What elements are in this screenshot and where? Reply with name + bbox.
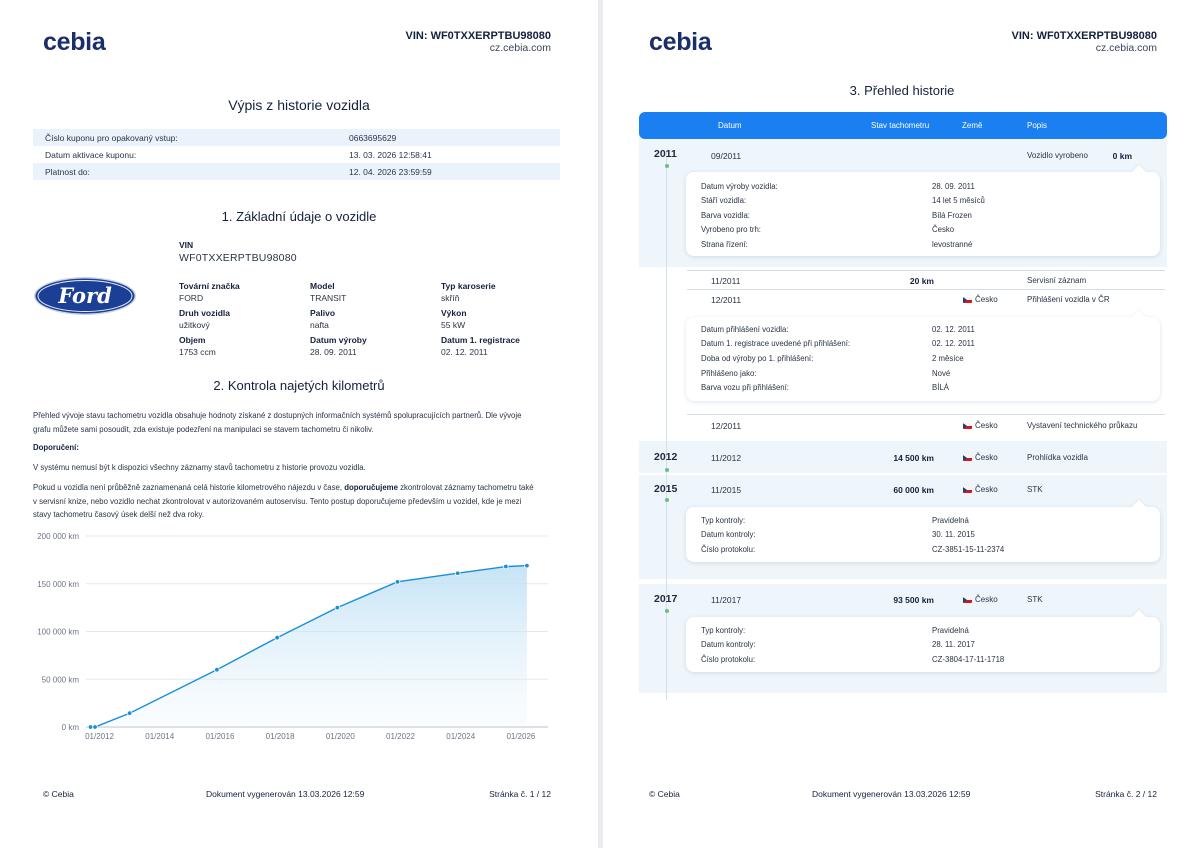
row-description: STK: [1027, 595, 1043, 604]
header-url[interactable]: cz.cebia.com: [1095, 42, 1157, 54]
x-tick-label: 01/2016: [205, 732, 235, 741]
chart-area: [91, 566, 527, 727]
row-date: 12/2011: [711, 421, 742, 431]
footer-page-number: Stránka č. 2 / 12: [1095, 789, 1157, 799]
year-label: 2011: [654, 148, 677, 160]
data-point: [525, 563, 530, 568]
row-country: Česko: [963, 295, 998, 304]
ford-logo-text: Ford: [58, 283, 112, 308]
row-country: Česko: [963, 485, 998, 494]
czech-flag-icon: [963, 597, 972, 603]
footer-page-number: Stránka č. 1 / 12: [489, 789, 551, 799]
row-separator: [687, 414, 1165, 415]
footer-generated: Dokument vygenerován 13.03.2026 12:59: [206, 789, 365, 799]
data-point: [335, 605, 340, 610]
field-fuel: Palivo nafta: [310, 308, 336, 330]
section-basic-title: 1. Základní údaje o vozidle: [221, 209, 377, 224]
coupon-row: [33, 129, 560, 146]
y-tick-label: 150 000 km: [37, 579, 79, 589]
timeline-dot: [665, 468, 669, 472]
data-point: [504, 564, 509, 569]
timeline-dot: [665, 498, 669, 502]
section-mileage-title: 2. Kontrola najetých kilometrů: [213, 378, 385, 393]
data-point: [455, 571, 460, 576]
data-point: [275, 635, 280, 640]
row-date: 11/2017: [711, 595, 742, 605]
row-country: Česko: [963, 421, 998, 430]
row-description: Servisní záznam: [1027, 276, 1087, 285]
coupon-value: 13. 03. 2026 12:58:41: [349, 149, 432, 160]
czech-flag-icon: [963, 297, 972, 303]
footer-copyright: © Cebia: [43, 789, 74, 799]
y-tick-label: 50 000 km: [41, 675, 79, 685]
field-volume: Objem 1753 ccm: [179, 335, 216, 357]
row-description: Vystavení technického průkazu: [1027, 421, 1138, 430]
col-date: Datum: [718, 121, 742, 130]
col-country: Země: [962, 121, 983, 130]
czech-flag-icon: [963, 487, 972, 493]
coupon-row: [33, 163, 560, 180]
report-page-2: [603, 0, 1200, 848]
year-label: 2017: [654, 593, 678, 605]
y-tick-label: 100 000 km: [37, 627, 79, 637]
row-odometer: 93 500 km: [893, 595, 934, 605]
footer-generated: Dokument vygenerován 13.03.2026 12:59: [812, 789, 971, 799]
row-date: 11/2015: [711, 485, 742, 495]
row-description: STK: [1027, 485, 1043, 494]
stk-2015-detail-card: Typ kontroly: Pravidelná Datum kontroly: 30. 11. 2015 Číslo protokolu: CZ-3851-15-11-2374: [686, 507, 1160, 562]
field-body-type: Typ karoserie skříň: [441, 281, 496, 303]
row-description: Prohlídka vozidla: [1027, 453, 1088, 462]
mileage-chart: [0, 528, 598, 748]
coupon-value: 12. 04. 2026 23:59:59: [349, 166, 432, 177]
page-title: Výpis z historie vozidla: [228, 97, 370, 113]
recommendation-label: Doporučení:: [33, 443, 79, 452]
coupon-table: [33, 129, 560, 180]
chart-y-ticks: [37, 532, 79, 732]
x-tick-label: 01/2024: [446, 732, 476, 741]
coupon-label: Číslo kuponu pro opakovaný vstup:: [45, 132, 178, 143]
row-odometer: 60 000 km: [893, 485, 934, 495]
row-country: Česko: [963, 453, 998, 462]
header-url[interactable]: cz.cebia.com: [489, 42, 551, 54]
row-date: 09/2011: [711, 151, 742, 161]
field-make: Tovární značka FORD: [179, 281, 240, 303]
x-tick-label: 01/2012: [85, 732, 115, 741]
row-date: 11/2011: [711, 276, 741, 286]
x-tick-label: 01/2022: [386, 732, 415, 741]
row-odometer: 20 km: [909, 276, 934, 286]
cebia-logo: cebia: [649, 28, 712, 56]
timeline-dot: [665, 609, 669, 613]
data-point: [93, 725, 98, 730]
x-tick-label: 01/2026: [506, 732, 536, 741]
header-vin: VIN: WF0TXXERPTBU98080: [405, 30, 551, 42]
data-point: [215, 667, 220, 672]
stk-2017-detail-card: Typ kontroly: Pravidelná Datum kontroly: 28. 11. 2017 Číslo protokolu: CZ-3804-17-11-1718: [686, 617, 1160, 672]
czech-flag-icon: [963, 455, 972, 461]
y-tick-label: 200 000 km: [37, 532, 79, 541]
row-description: Vozidlo vyrobeno: [1027, 151, 1088, 160]
vin-label: VIN: [179, 240, 194, 250]
coupon-value: 0663695629: [349, 132, 397, 143]
czech-flag-icon: [963, 423, 972, 429]
field-production-date: Datum výroby 28. 09. 2011: [310, 335, 367, 357]
data-point: [127, 711, 132, 716]
row-date: 11/2012: [711, 453, 742, 463]
timeline-line: [666, 150, 667, 700]
row-odometer: 14 500 km: [893, 453, 934, 463]
timeline-dot: [665, 164, 669, 168]
recommendation-text: Pokud u vozidla není průběžně zaznamenaná celá historie kilometrového nájezdu v čase, doporučujeme zkontrolovat záznamy tachometru také v servisní knize, nebo vozidlo nechat zkontrolovat v autorizovaném autoservisu. Tento postup doporučujeme především u vozidel, kde je mezi stavy tachometru časový úsek delší než dva roky.: [33, 483, 534, 519]
coupon-label: Datum aktivace kuponu:: [45, 149, 137, 160]
col-description: Popis: [1027, 121, 1048, 130]
header-vin: VIN: WF0TXXERPTBU98080: [1011, 30, 1157, 42]
row-date: 12/2011: [711, 295, 742, 305]
col-odometer: Stav tachometru: [871, 121, 930, 130]
data-point: [395, 580, 400, 585]
year-label: 2012: [654, 451, 678, 463]
history-table-header: [639, 112, 1167, 139]
field-first-registration: Datum 1. registrace 02. 12. 2011: [441, 335, 520, 357]
coupon-label: Platnost do:: [45, 166, 90, 177]
vin-value: WF0TXXERPTBU98080: [179, 252, 297, 264]
history-title: 3. Přehled historie: [849, 83, 955, 98]
x-tick-label: 01/2018: [265, 732, 295, 741]
registration-detail-card: Datum přihlášení vozidla: 02. 12. 2011 Datum 1. registrace uvedené při přihlášení: 02. 12. 2011 Doba od výroby po 1. přihlášení: 2 měsíce Přihlášeno jako: Nové Barva vozu při přihlášení: BÍLÁ: [686, 317, 1160, 401]
field-power: Výkon 55 kW: [441, 308, 467, 330]
row-separator: [687, 270, 1165, 271]
row-country: Česko: [963, 595, 998, 604]
data-point: [88, 725, 93, 730]
coupon-row: [33, 146, 560, 163]
row-separator: [687, 289, 1165, 290]
row-odometer: 0 km: [1112, 151, 1132, 161]
x-tick-label: 01/2014: [145, 732, 175, 741]
cebia-logo: cebia: [43, 28, 106, 56]
recommendation-note: V systému nemusí být k dispozici všechny záznamy stavů tachometru z historie provozu vozidla.: [33, 463, 366, 472]
chart-x-ticks: [85, 732, 536, 741]
row-description: Přihlášení vozidla v ČR: [1027, 295, 1110, 304]
year-label: 2015: [654, 483, 678, 495]
footer-copyright: © Cebia: [649, 789, 680, 799]
field-model: Model TRANSIT: [310, 281, 347, 303]
field-vehicle-kind: Druh vozidla užitkový: [179, 308, 231, 330]
x-tick-label: 01/2020: [325, 732, 355, 741]
ford-logo: [33, 276, 137, 316]
report-page-1: [0, 0, 598, 848]
y-tick-label: 0 km: [61, 723, 79, 732]
mileage-intro: Přehled vývoje stavu tachometru vozidla obsahuje hodnoty získané z dostupných informačních systémů spolupracujících partnerů. Dle vývoje grafu můžete sami posoudit, zda existuje podezření na manipulaci se stavem tachometru či nikoliv.: [33, 411, 522, 434]
production-detail-card: Datum výroby vozidla: 28. 09. 2011 Stáří vozidla: 14 let 5 měsíců Barva vozidla: Bílá Frozen Vyrobeno pro trh: Česko Strana řízení: levostranné: [686, 172, 1160, 256]
